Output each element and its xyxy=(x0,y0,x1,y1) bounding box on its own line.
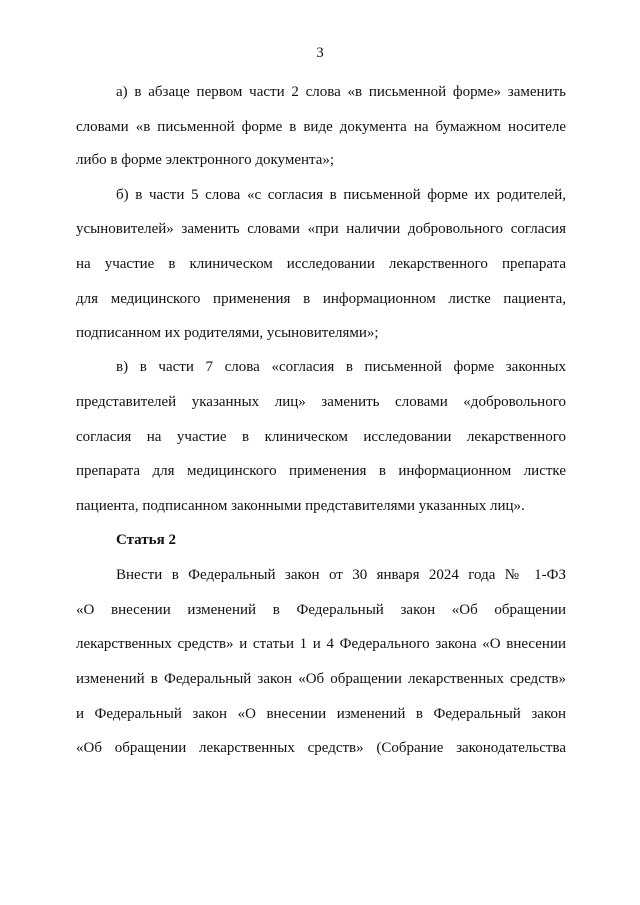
paragraph-line: в) в части 7 слова «согласия в письменной форме законных xyxy=(116,359,566,375)
paragraph-line: препарата для медицинского применения в информационном листке xyxy=(76,463,566,479)
paragraph-line: лекарственных средств» и статьи 1 и 4 Федерального закона «О внесении xyxy=(76,636,566,652)
paragraph-line: либо в форме электронного документа»; xyxy=(76,152,335,168)
paragraph-line: «Об обращении лекарственных средств» (Собрание законодательства xyxy=(76,740,566,756)
paragraph-line: пациента, подписанном законными представителями указанных лиц». xyxy=(76,498,525,514)
paragraph-line: изменений в Федеральный закон «Об обращении лекарственных средств» xyxy=(76,671,566,687)
page-number: 3 xyxy=(316,45,324,61)
paragraph-line: согласия на участие в клиническом исследовании лекарственного xyxy=(76,429,566,445)
paragraph-line: и Федеральный закон «О внесении изменений в Федеральный закон xyxy=(76,706,566,722)
paragraph-line: б) в части 5 слова «с согласия в письменной форме их родителей, xyxy=(116,187,566,203)
paragraph-line: усыновителей» заменить словами «при наличии добровольного согласия xyxy=(76,221,566,237)
paragraph-line: Внести в Федеральный закон от 30 января 2024 года № 1-ФЗ xyxy=(116,567,566,583)
paragraph-line: для медицинского применения в информационном листке пациента, xyxy=(76,291,566,307)
paragraph-line: «О внесении изменений в Федеральный закон «Об обращении xyxy=(76,602,566,618)
paragraph-line: представителей указанных лиц» заменить словами «добровольного xyxy=(76,394,566,410)
paragraph-line: на участие в клиническом исследовании лекарственного препарата xyxy=(76,256,566,272)
paragraph-line: словами «в письменной форме в виде документа на бумажном носителе xyxy=(76,119,566,135)
paragraph-line: подписанном их родителями, усыновителями»; xyxy=(76,325,379,341)
paragraph-line: а) в абзаце первом части 2 слова «в письменной форме» заменить xyxy=(116,84,566,100)
article-heading: Статья 2 xyxy=(116,532,176,548)
